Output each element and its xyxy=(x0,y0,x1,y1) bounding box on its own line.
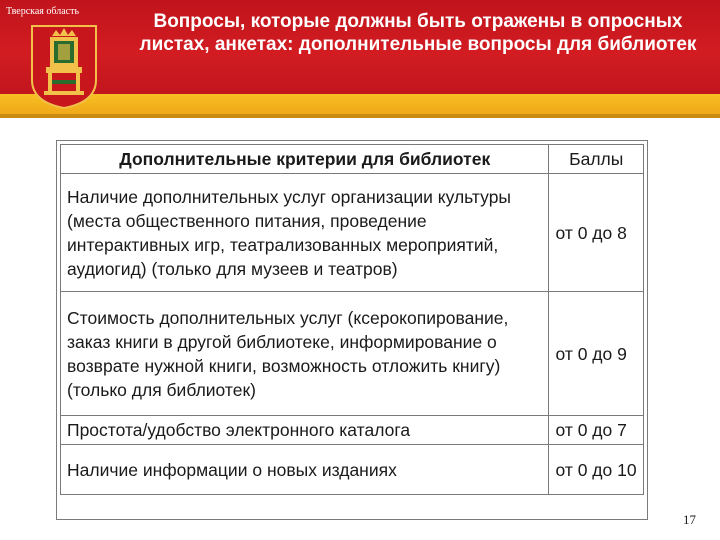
criterion-cell: Простота/удобство электронного каталога xyxy=(61,416,549,445)
table-row xyxy=(61,174,644,292)
criterion-cell: Стоимость дополнительных услуг (ксерокопирование, заказ книги в другой библиотеке, информирование о возврате нужной книги, возможность отложить книгу) (только для библиотек) xyxy=(61,292,549,416)
criterion-cell: Наличие дополнительных услуг организации культуры (места общественного питания, проведение интерактивных игр, театрализованных мероприятий, аудиогид) (только для музеев и театров) xyxy=(61,174,549,292)
score-cell: от 0 до 10 xyxy=(549,445,644,495)
table-row xyxy=(61,445,644,495)
page-number: 17 xyxy=(683,512,696,527)
header-stripe xyxy=(0,94,720,114)
score-cell: от 0 до 7 xyxy=(549,416,644,445)
coat-of-arms-icon xyxy=(30,22,98,110)
header-stripe-shadow xyxy=(0,114,720,118)
table-header-row xyxy=(61,145,644,174)
column-header-criteria: Дополнительные критерии для библиотек xyxy=(61,145,549,174)
criteria-table-frame xyxy=(56,140,648,520)
criteria-table xyxy=(60,144,644,495)
table-row xyxy=(61,416,644,445)
table-row xyxy=(61,292,644,416)
score-cell: от 0 до 8 xyxy=(549,174,644,292)
criterion-cell: Наличие информации о новых изданиях xyxy=(61,445,549,495)
column-header-score: Баллы xyxy=(549,145,644,174)
score-cell: от 0 до 9 xyxy=(549,292,644,416)
region-label: Тверская область xyxy=(6,6,80,17)
page-title: Вопросы, которые должны быть отражены в опросных листах, анкетах: дополнительные вопросы для библиотек xyxy=(139,11,697,55)
